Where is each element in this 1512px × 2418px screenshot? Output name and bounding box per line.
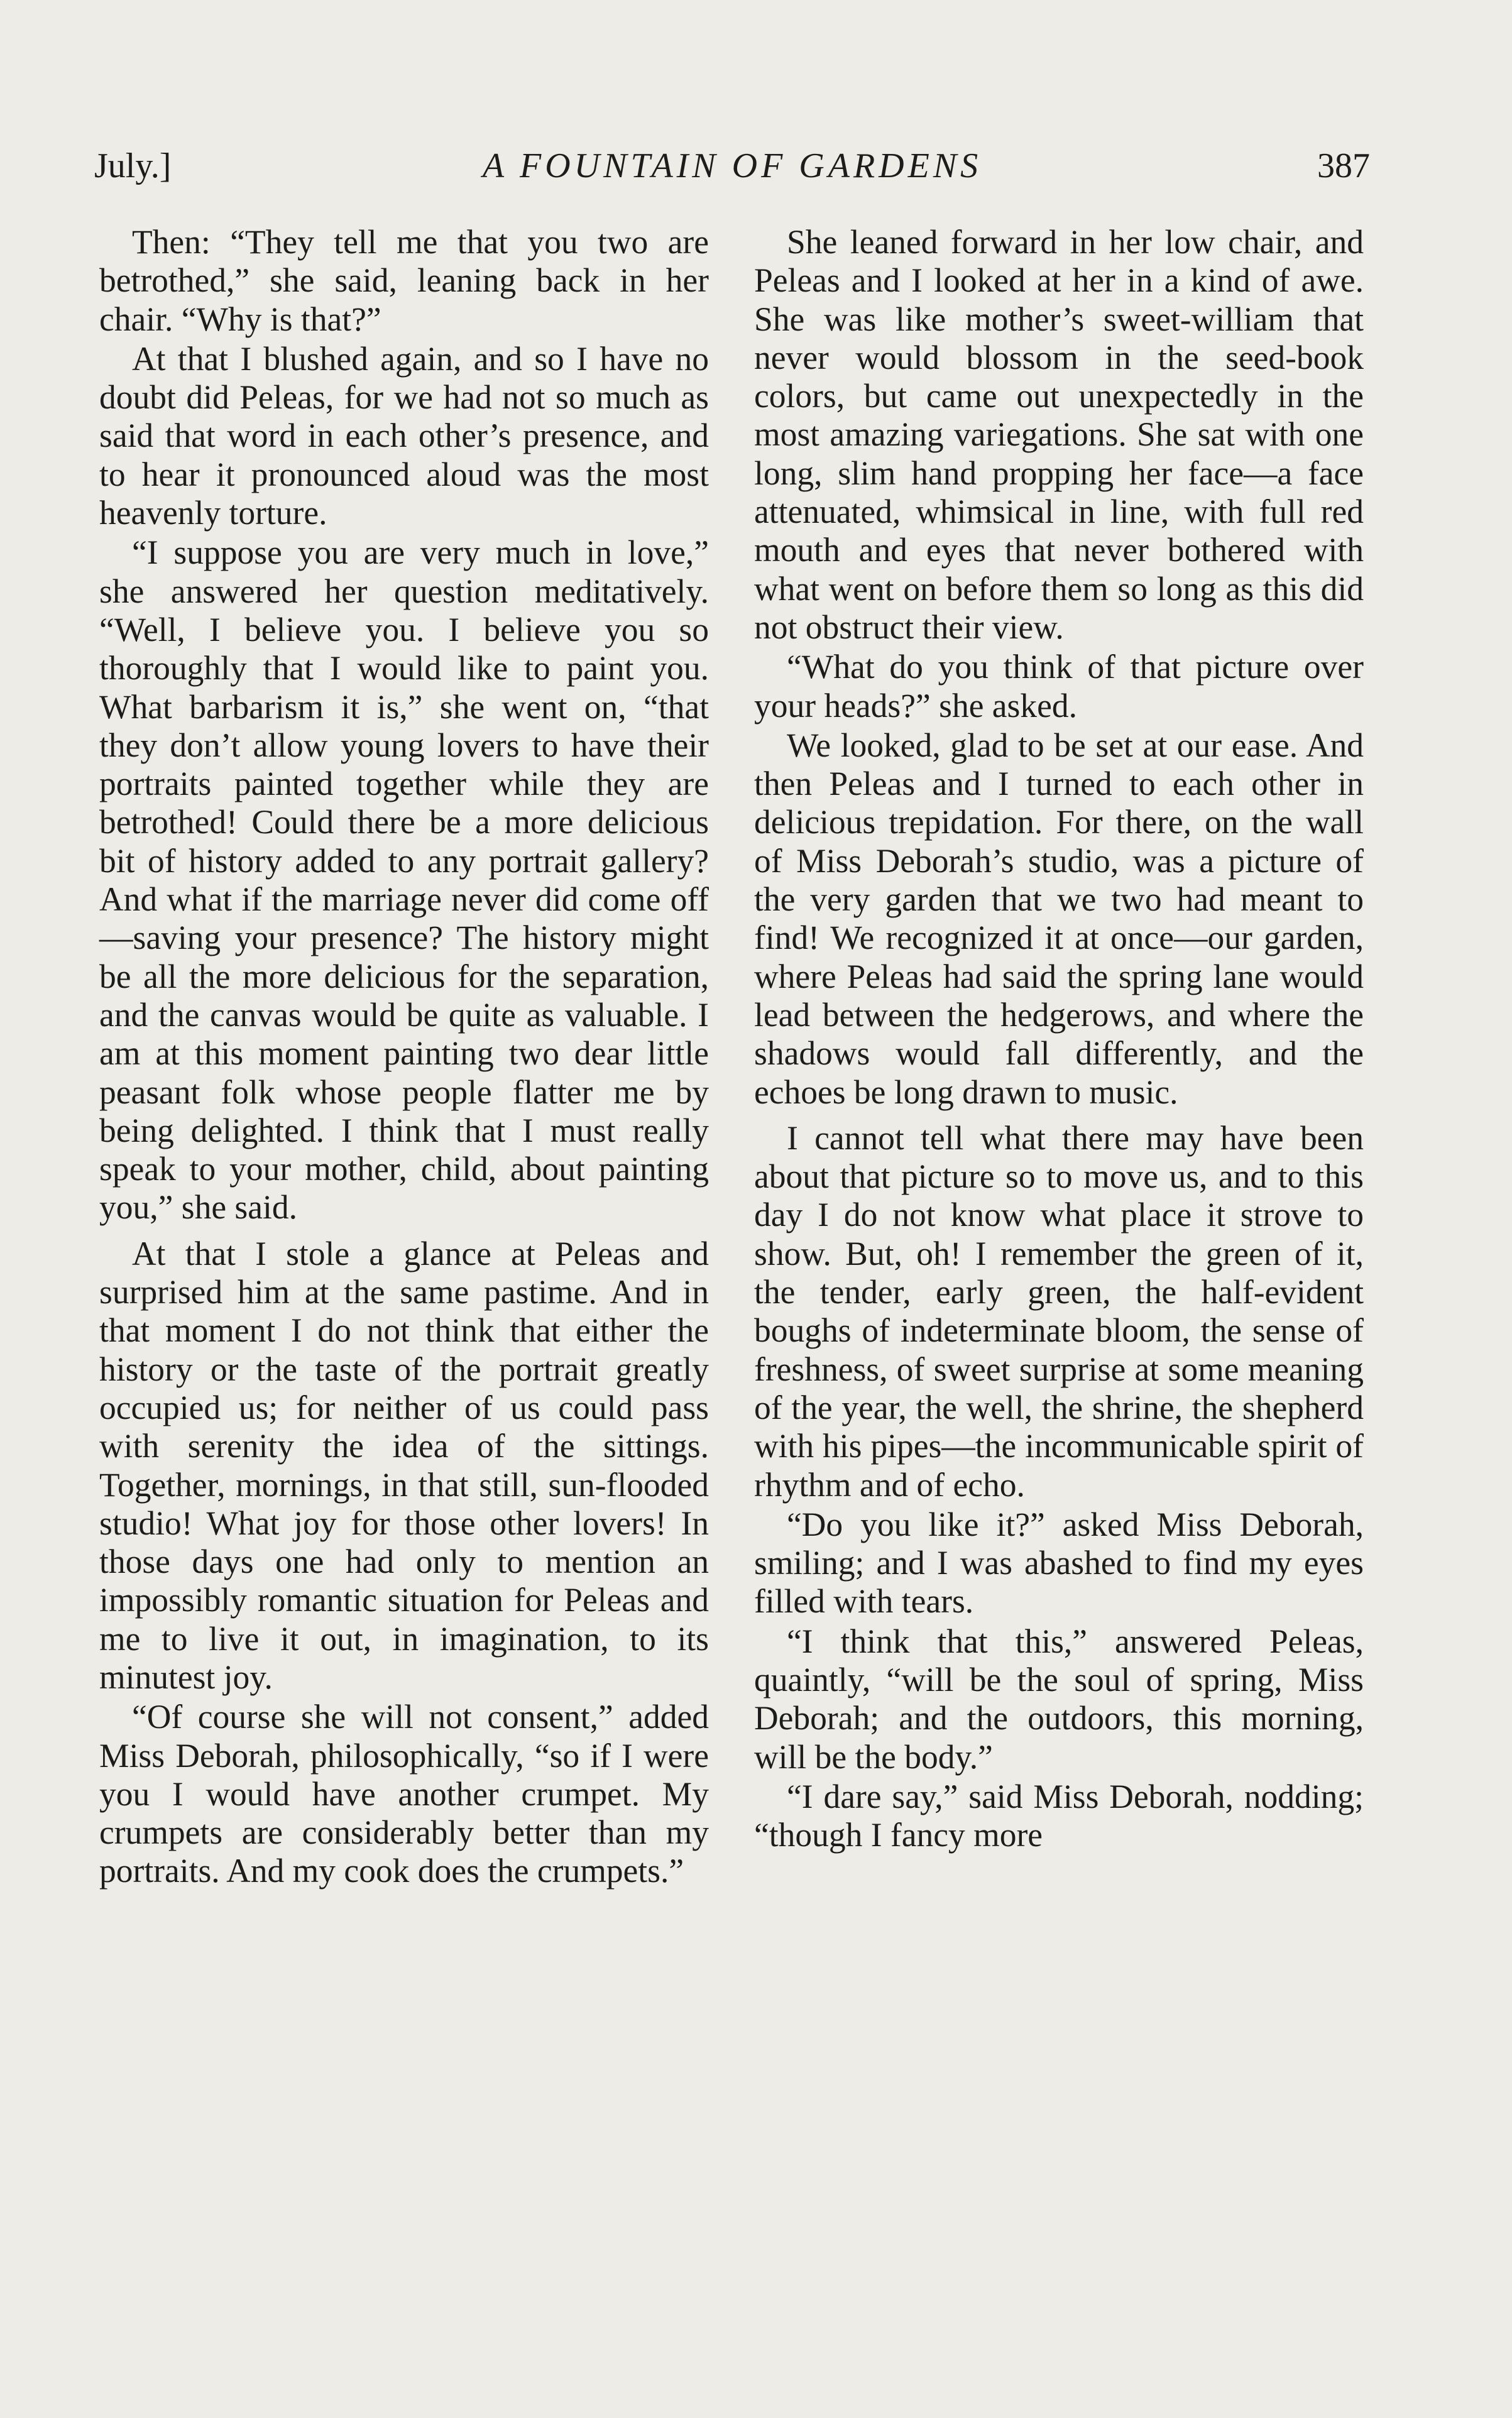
paragraph: I cannot tell what there may have been about that picture so to move us, and to this day I do not know what place it strove to show. But, oh! I remember the green of it, the tender, early green, the half-evident boughs of indeterminate bloom, the sense of freshness, of sweet surprise at some meaning of the year, the well, the shrine, the shepherd with his pipes—the incommunicable spirit of rhythm and of echo. [754, 1119, 1364, 1504]
running-head [94, 146, 1370, 196]
paragraph: We looked, glad to be set at our ease. And then Peleas and I turned to each other in delicious trepidation. For there, on the wall of Miss Deborah’s studio, was a picture of the very garden that we two had meant to find! We recognized it at once—our garden, where Peleas had said the spring lane would lead between the hedgerows, and where the shadows would fall differently, and the echoes be long drawn to music. [754, 726, 1364, 1111]
text-column-right [754, 223, 1364, 1854]
paragraph: At that I blushed again, and so I have no doubt did Peleas, for we had not so much as said that word in each other’s presence, and to hear it pronounced aloud was the most heavenly torture. [99, 339, 709, 532]
paragraph: “I suppose you are very much in love,” she answered her question meditatively. “Well, I believe you. I believe you so thoroughly that I would like to paint you. What barbarism it is,” she went on, “that they don’t allow young lovers to have their portraits painted together while they are betrothed! Could there be a more delicious bit of history added to any portrait gallery? And what if the marriage never did come off—saving your presence? The history might be all the more delicious for the separation, and the canvas would be quite as valuable. I am at this moment painting two dear little peasant folk whose people flatter me by being delighted. I think that I must really speak to your mother, child, about painting you,” she said. [99, 533, 709, 1227]
paragraph: Then: “They tell me that you two are betrothed,” she said, leaning back in her chair. “Why is that?” [99, 223, 709, 338]
paragraph: She leaned forward in her low chair, and Peleas and I looked at her in a kind of awe. She was like mother’s sweet-william that never would blossom in the seed-book colors, but came out unexpectedly in the most amazing variegations. She sat with one long, slim hand propping her face—a face attenuated, whimsical in line, with full red mouth and eyes that never bothered with what went on before them so long as this did not obstruct their view. [754, 223, 1364, 646]
paragraph: “Of course she will not consent,” added Miss Deborah, philosophically, “so if I were you I would have another crumpet. My crumpets are considerably better than my portraits. And my cook does the crumpets.” [99, 1698, 709, 1890]
article-title: A FOUNTAIN OF GARDENS [482, 146, 982, 185]
paragraph: “What do you think of that picture over your heads?” she asked. [754, 648, 1364, 725]
paragraph: “Do you like it?” asked Miss Deborah, smiling; and I was abashed to find my eyes filled with tears. [754, 1505, 1364, 1621]
paragraph: At that I stole a glance at Peleas and surprised him at the same pastime. And in that moment I do not think that either the history or the taste of the portrait greatly occupied us; for neither of us could pass with serenity the idea of the sittings. Together, mornings, in that still, sun-flooded studio! What joy for those other lovers! In those days one had only to mention an impossibly romantic situation for Peleas and me to live it out, in imagination, to its minutest joy. [99, 1234, 709, 1696]
issue-month: July.] [94, 146, 172, 185]
page-number: 387 [1317, 146, 1370, 185]
paragraph: “I think that this,” answered Peleas, quaintly, “will be the soul of spring, Miss Deborah; and the outdoors, this morning, will be the body.” [754, 1622, 1364, 1776]
paragraph: “I dare say,” said Miss Deborah, nodding; “though I fancy more [754, 1777, 1364, 1854]
text-column-left [99, 223, 709, 1891]
